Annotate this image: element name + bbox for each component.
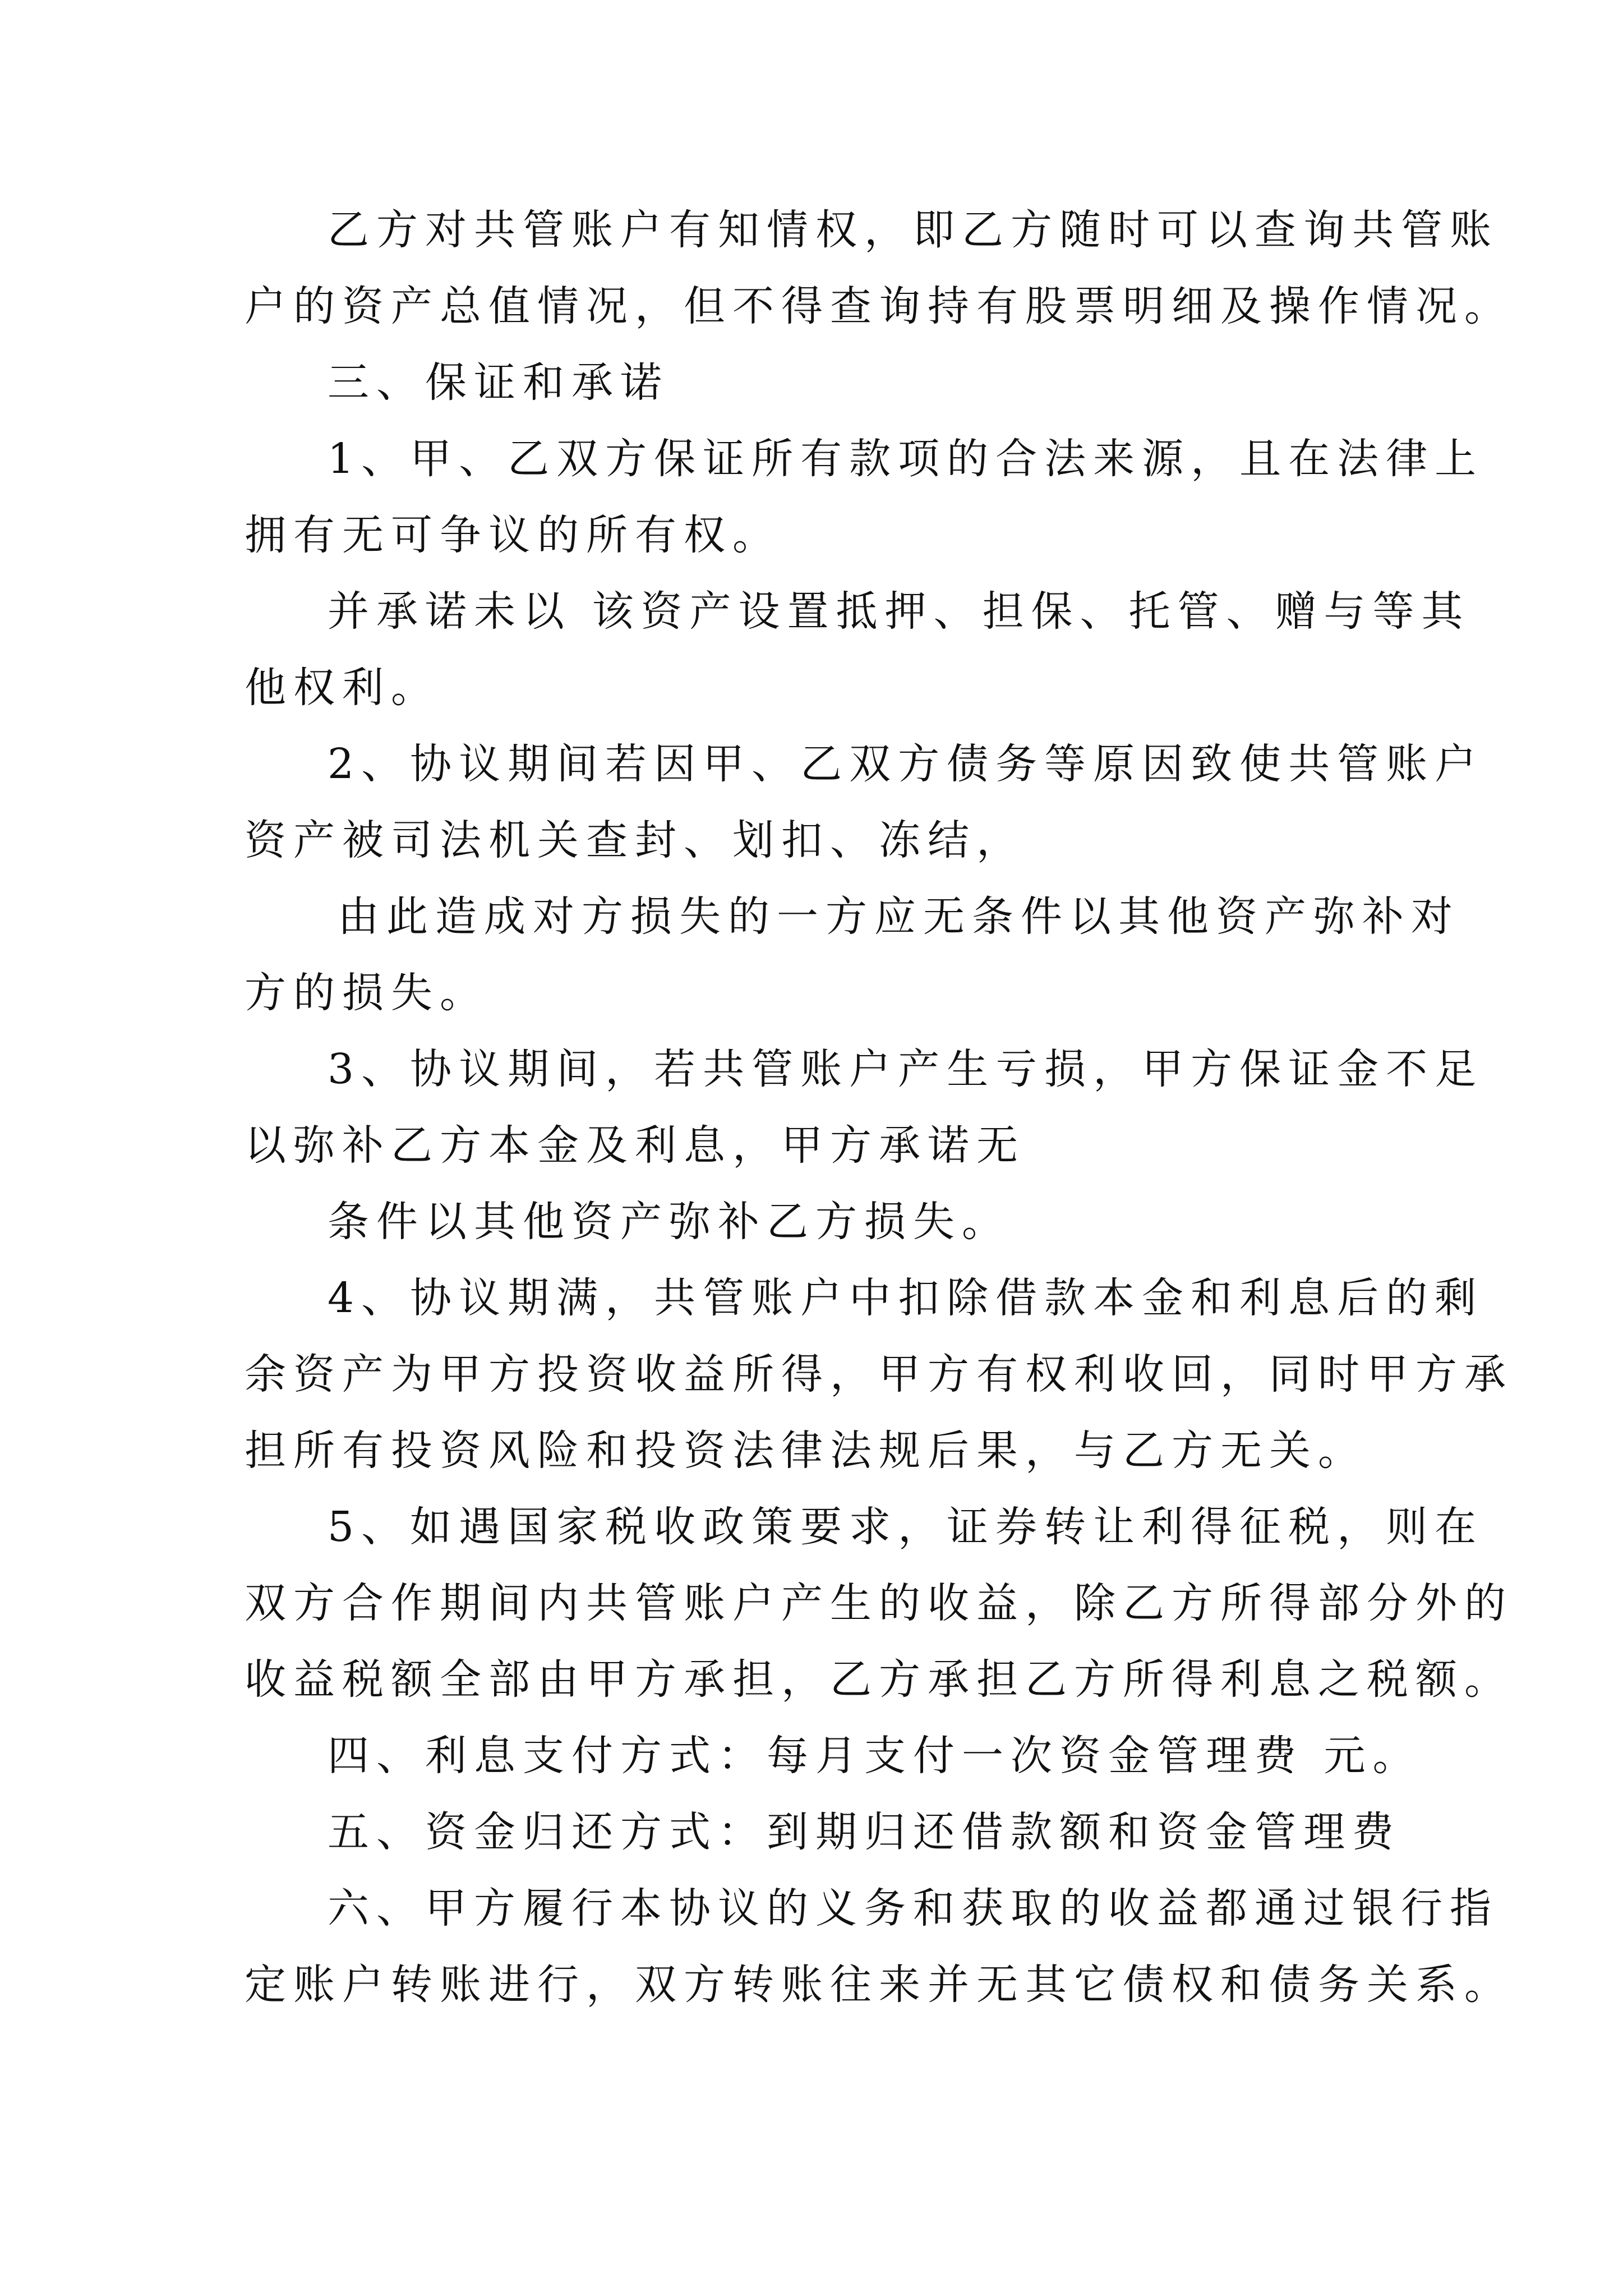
text-line: 乙方对共管账户有知情权，即乙方随时可以查询共管账 (328, 206, 1498, 254)
text-line: 定账户转账进行，双方转账往来并无其它债权和债务关系。 (245, 1961, 1513, 2009)
text-line: 户的资产总值情况，但不得查询持有股票明细及操作情况。 (245, 282, 1513, 330)
text-line: 并承诺未以 该资产设置抵押、担保、托管、赠与等其 (328, 587, 1470, 636)
text-line: 资产被司法机关查封、划扣、冻结， (245, 816, 1025, 864)
section-heading: 五、资金归还方式：到期归还借款额和资金管理费 (328, 1808, 1401, 1856)
text-line: 由此造成对方损失的一方应无条件以其他资产弥补对 (338, 892, 1460, 941)
text-line: 2、协议期间若因甲、乙双方债务等原因致使共管账户 (328, 740, 1484, 788)
text-line: 方的损失。 (245, 969, 488, 1017)
text-line: 3、协议期间，若共管账户产生亏损，甲方保证金不足 (328, 1045, 1484, 1093)
text-line: 他权利。 (245, 664, 440, 712)
text-line: 条件以其他资产弥补乙方损失。 (328, 1198, 1011, 1246)
text-line: 拥有无可争议的所有权。 (245, 511, 781, 559)
text-line: 双方合作期间内共管账户产生的收益，除乙方所得部分外的 (245, 1579, 1513, 1627)
text-line: 5、如遇国家税收政策要求，证券转让利得征税，则在 (328, 1503, 1484, 1551)
text-line: 收益税额全部由甲方承担，乙方承担乙方所得利息之税额。 (245, 1655, 1513, 1704)
text-line: 余资产为甲方投资收益所得，甲方有权利收回，同时甲方承 (245, 1350, 1513, 1398)
text-line: 担所有投资风险和投资法律法规后果，与乙方无关。 (245, 1427, 1367, 1475)
text-line: 以弥补乙方本金及利息，甲方承诺无 (245, 1121, 1025, 1170)
section-heading: 六、甲方履行本协议的义务和获取的收益都通过银行指 (328, 1884, 1498, 1932)
text-line: 4、协议期满，共管账户中扣除借款本金和利息后的剩 (328, 1274, 1484, 1322)
text-line: 1、甲、乙双方保证所有款项的合法来源，且在法律上 (328, 435, 1484, 483)
section-heading: 三、保证和承诺 (328, 358, 669, 407)
section-heading: 四、利息支付方式：每月支付一次资金管理费 元。 (328, 1732, 1422, 1780)
